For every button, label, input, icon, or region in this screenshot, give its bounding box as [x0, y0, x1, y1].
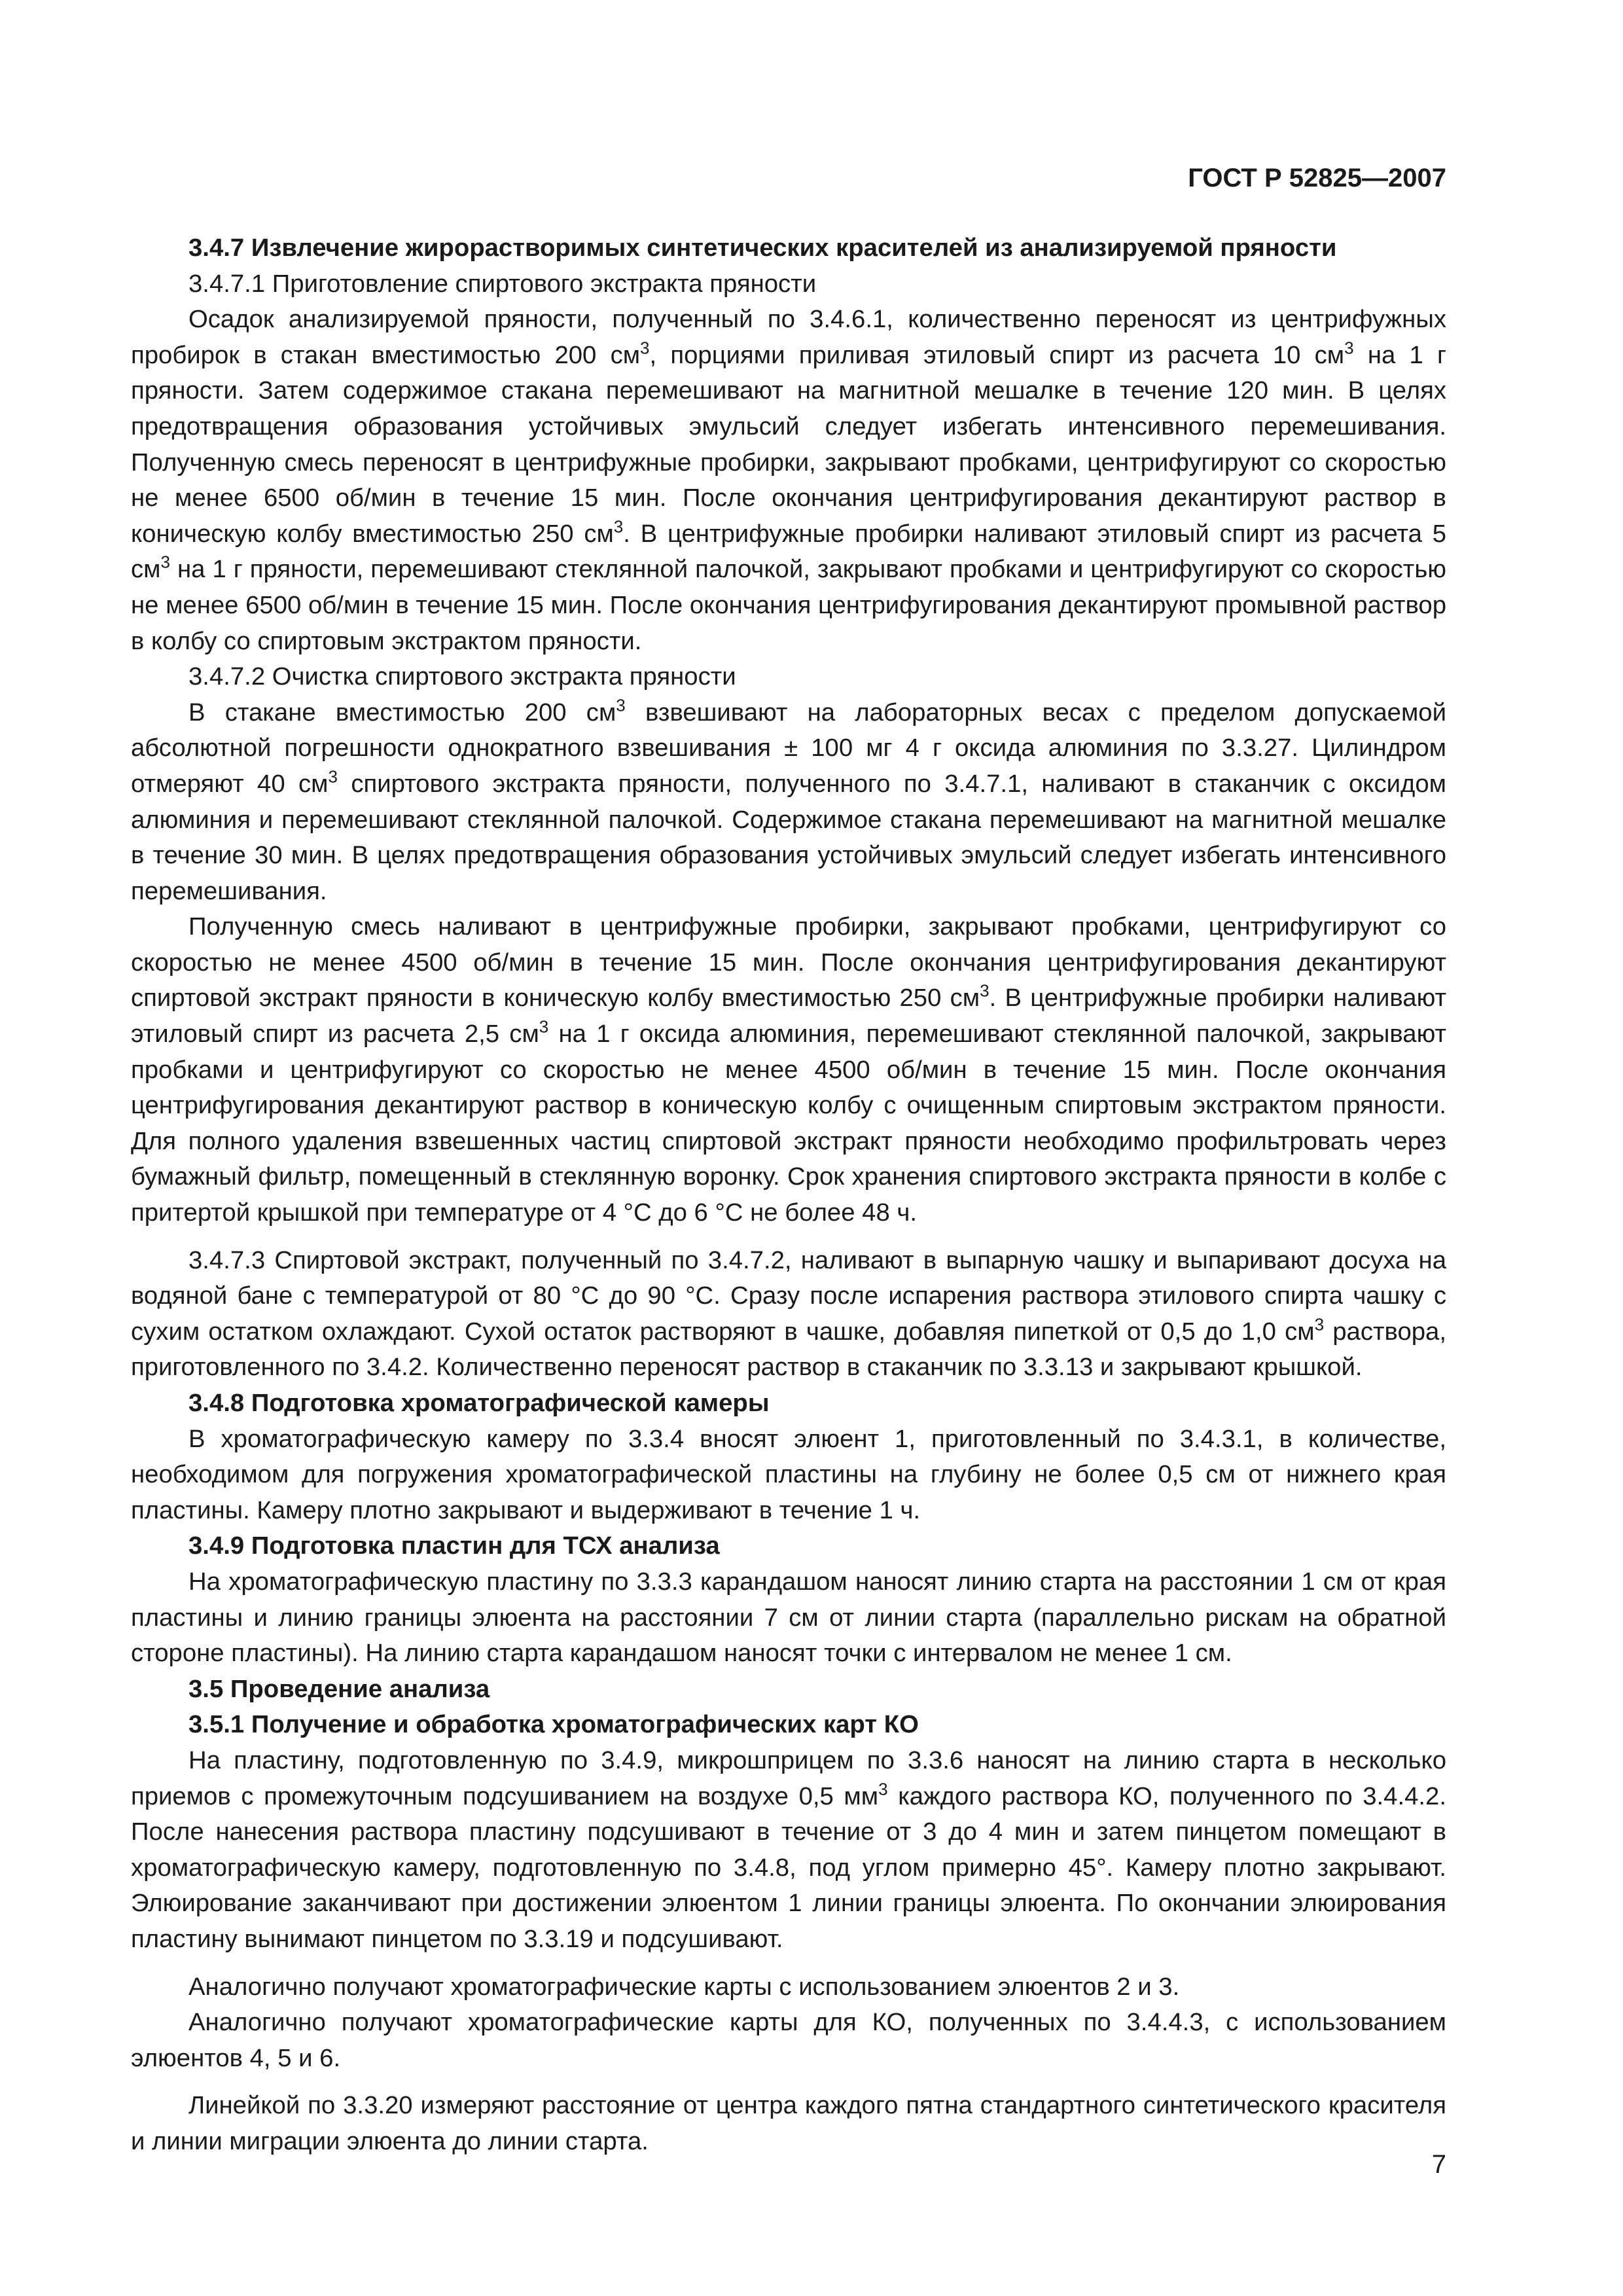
page-number: 7	[1431, 2150, 1446, 2179]
paragraph-chamber-preparation: В хроматографическую камеру по 3.3.4 вносят элюент 1, приготовленный по 3.4.3.1, в количестве, необходимом для погружения хроматографической пластины на глубину не более 0,5 см от нижнего края пластины. Камеру плотно закрывают и выдерживают в течение 1 ч.	[131, 1424, 1446, 1524]
document-code: ГОСТ Р 52825—2007	[1188, 164, 1446, 192]
subsection-heading-3-4-7-1: 3.4.7.1 Приготовление спиртового экстракта пряности	[188, 269, 817, 298]
paragraph-measurement: Линейкой по 3.3.20 измеряют расстояние от центра каждого пятна стандартного синтетического красителя и линии миграции элюента до линии старта.	[131, 2091, 1446, 2155]
paragraph-extract-preparation: Осадок анализируемой пряности, полученный по 3.4.6.1, количественно переносят из центрифужных пробирок в стакан вместимостью 200 $см^3$, порциями приливая этиловый спирт из расчета 10 $см^3$ на 1 г пряности. Затем содержимое стакана перемешивают на магнитной мешалке в течение 120 мин. В целях предотвращения образования устойчивых эмульсий следует избегать интенсивного перемешивания. Полученную смесь переносят в центрифужные пробирки, закрывают пробками, центрифугируют со скоростью не менее 6500 об/мин в течение 15 мин. После окончания центрифугирования декантируют раствор в коническую колбу вместимостью 250 $см^3$. В центрифужные пробирки наливают этиловый спирт из расчета 5 $см^3$ на 1 г пряности, перемешивают стеклянной палочкой, закрывают пробками и центрифугируют со скоростью не менее 6500 об/мин в течение 15 мин. После окончания центрифугирования декантируют промывной раствор в колбу со спиртовым экстрактом пряности.	[131, 305, 1446, 655]
paragraph-eluents-4-5-6: Аналогично получают хроматографические карты для КО, полученных по 3.4.4.3, с использованием элюентов 4, 5 и 6.	[131, 2008, 1446, 2072]
paragraph-chromatogram-procedure: На пластину, подготовленную по 3.4.9, микрошприцем по 3.3.6 наносят на линию старта в несколько приемов с промежуточным подсушиванием на воздухе 0,5 $мм^3$ каждого раствора КО, полученного по 3.4.4.2. После нанесения раствора пластину подсушивают в течение от 3 до 4 мин и затем пинцетом помещают в хроматографическую камеру, подготовленную по 3.4.8, под углом примерно 45°. Камеру плотно закрывают. Элюирование заканчивают при достижении элюентом 1 линии границы элюента. По окончании элюирования пластину вынимают пинцетом по 3.3.19 и подсушивают.	[131, 1746, 1447, 1953]
paragraph-eluents-2-3: Аналогично получают хроматографические карты с использованием элюентов 2 и 3.	[188, 1972, 1180, 2001]
paragraph-centrifugation: Полученную смесь наливают в центрифужные пробирки, закрывают пробками, центрифугируют со скоростью не менее 4500 об/мин в течение 15 мин. После окончания центрифугирования декантируют спиртовой экстракт пряности в коническую колбу вместимостью 250 $см^3$. В центрифужные пробирки наливают этиловый спирт из расчета 2,5 $см^3$ на 1 г оксида алюминия, перемешивают стеклянной палочкой, закрывают пробками и центрифугируют со скоростью не менее 4500 об/мин в течение 15 мин. После окончания центрифугирования декантируют раствор в коническую колбу с очищенным спиртовым экстрактом пряности. Для полного удаления взвешенных частиц спиртовой экстракт пряности необходимо профильтровать через бумажный фильтр, помещенный в стеклянную воронку. Срок хранения спиртового экстракта пряности в колбе с притертой крышкой при температуре от 4 °С до 6 °С не более 48 ч.	[131, 912, 1446, 1227]
section-heading-3-4-9: 3.4.9 Подготовка пластин для ТСХ анализа	[188, 1532, 720, 1560]
section-heading-3-4-8: 3.4.8 Подготовка хроматографической камеры	[188, 1389, 770, 1417]
section-heading-3-4-7: 3.4.7 Извлечение жирорастворимых синтетических красителей из анализируемой пряности	[188, 234, 1337, 262]
paragraph-3-4-7-3: 3.4.7.3 Спиртовой экстракт, полученный по 3.4.7.2, наливают в выпарную чашку и выпаривают досуха на водяной бане с температурой от 80 °С до 90 °С. Сразу после испарения раствора этилового спирта чашку с сухим остатком охлаждают. Сухой остаток растворяют в чашке, добавляя пипеткой от 0,5 до 1,0 $см^3$ раствора, приготовленного по 3.4.2. Количественно переносят раствор в стаканчик по 3.3.13 и закрывают крышкой.	[131, 1246, 1446, 1382]
paragraph-plate-preparation: На хроматографическую пластину по 3.3.3 карандашом наносят линию старта на расстоянии 1 см от края пластины и линию границы элюента на расстоянии 7 см от линии старта (параллельно рискам на обратной стороне пластины). На линию старта карандашом наносят точки с интервалом не менее 1 см.	[131, 1567, 1446, 1668]
paragraph-alumina-weighing: В стакане вместимостью 200 $см^3$ взвешивают на лабораторных весах с пределом допускаемой абсолютной погрешности однократного взвешивания ± 100 мг 4 г оксида алюминия по 3.3.27. Цилиндром отмеряют 40 $см^3$ спиртового экстракта пряности, полученного по 3.4.7.1, наливают в стаканчик с оксидом алюминия и перемешивают стеклянной палочкой. Содержимое стакана перемешивают на магнитной мешалке в течение 30 мин. В целях предотвращения образования устойчивых эмульсий следует избегать интенсивного перемешивания.	[131, 695, 1446, 905]
document-body	[131, 230, 1446, 2159]
section-heading-3-5-1: 3.5.1 Получение и обработка хроматографических карт КО	[188, 1710, 919, 1739]
subsection-heading-3-4-7-2: 3.4.7.2 Очистка спиртового экстракта пряности	[188, 662, 736, 691]
section-heading-3-5: 3.5 Проведение анализа	[188, 1674, 490, 1703]
